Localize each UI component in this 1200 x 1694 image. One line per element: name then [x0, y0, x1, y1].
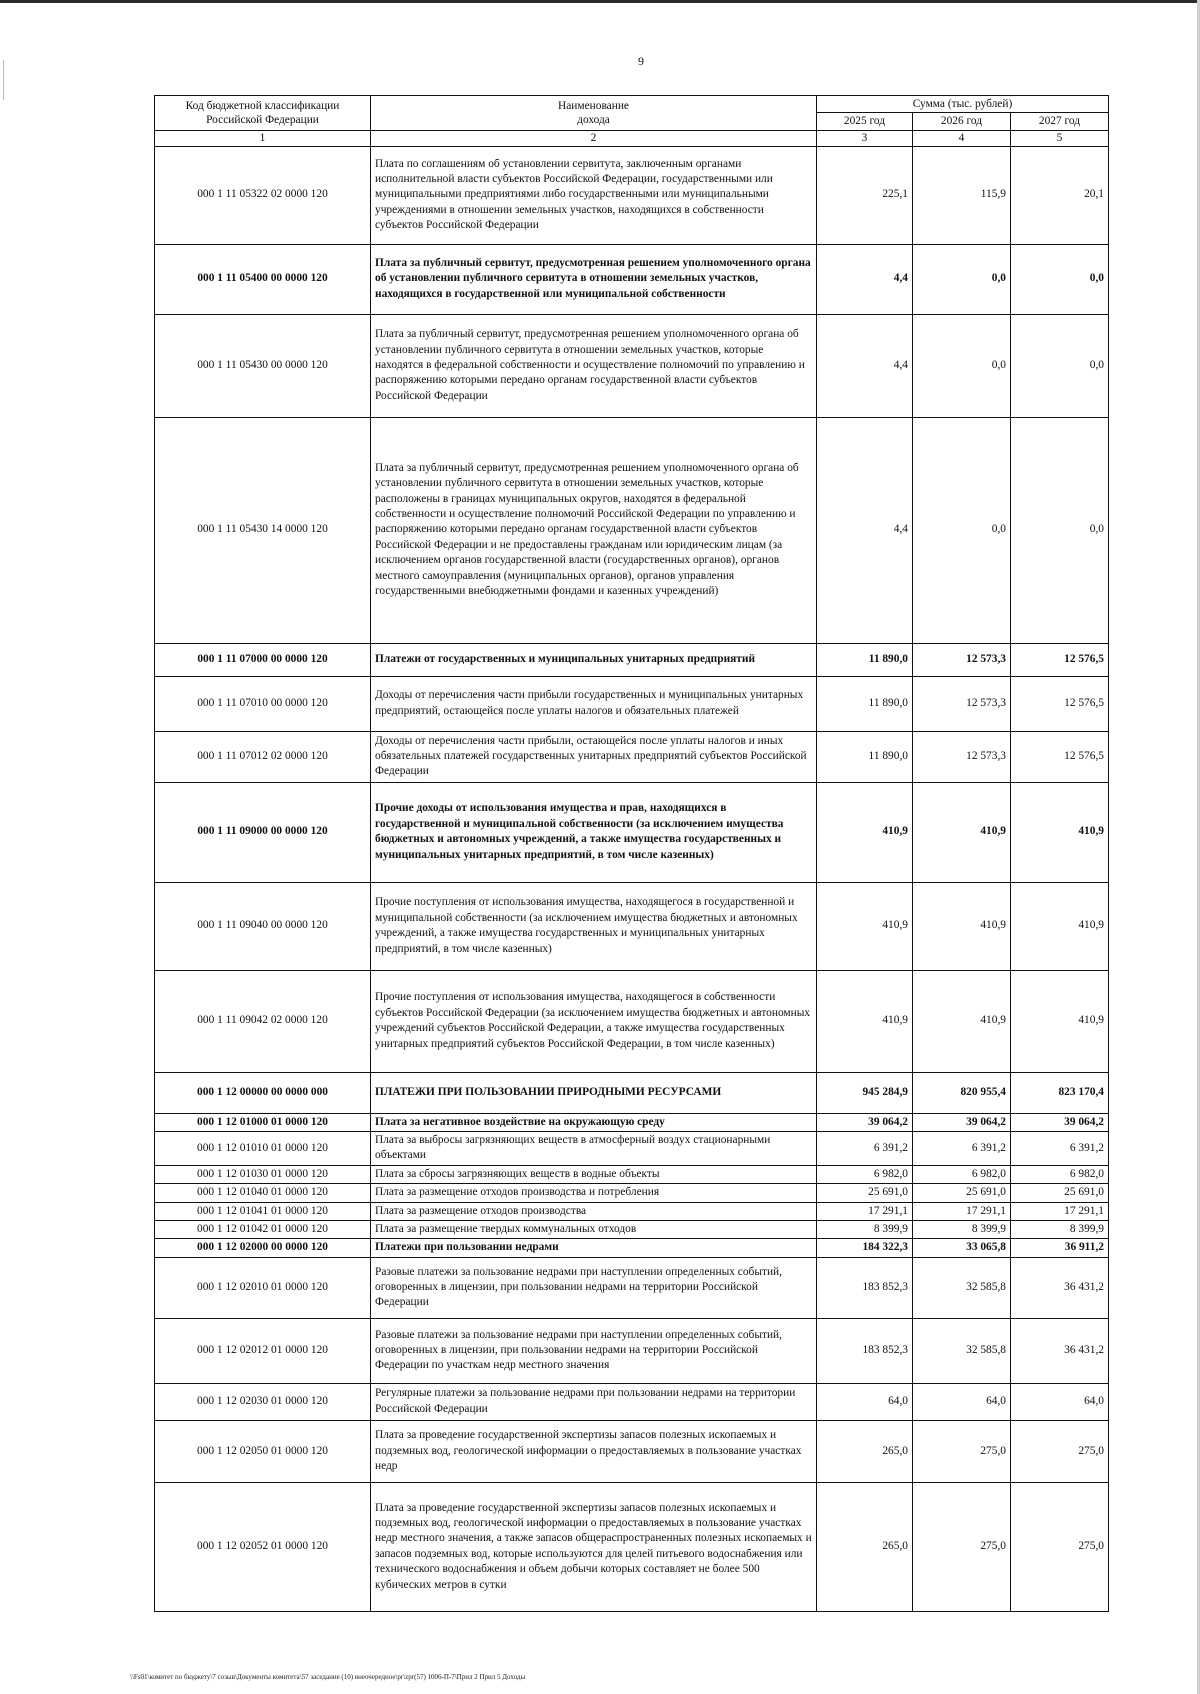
row-value-2025: 265,0	[817, 1482, 913, 1611]
row-name: Регулярные платежи за пользование недрами при пользовании недрами на территории Российской Федерации	[371, 1383, 817, 1420]
table-row	[155, 970, 1109, 1072]
column-number: 5	[1011, 130, 1109, 146]
row-code: 000 1 12 02010 01 0000 120	[155, 1257, 371, 1318]
row-name: Прочие поступления от использования имущества, находящегося в собственности субъектов Российской Федерации (за исключением имущества бюджетных и автономных учреждений субъектов Российской Федерации, а также имущества государственных унитарных предприятий субъектов Российской Федерации, в том числе казенных)	[371, 970, 817, 1072]
column-number: 2	[371, 130, 817, 146]
row-value-2026: 275,0	[913, 1420, 1011, 1482]
row-value-2025: 8 399,9	[817, 1220, 913, 1238]
row-value-2027: 0,0	[1011, 417, 1109, 643]
scan-edge-left	[3, 60, 4, 100]
row-value-2026: 32 585,8	[913, 1257, 1011, 1318]
row-code: 000 1 12 02030 01 0000 120	[155, 1383, 371, 1420]
row-value-2027: 410,9	[1011, 970, 1109, 1072]
row-value-2025: 4,4	[817, 314, 913, 417]
file-path-footer: \\Fs01\комитет по бюджету\7 созыв\Документы комитета\57 заседание (10) внеочередное\pr\zpr(57) 1006-П-7\Прил 2 Прил 5 Доходы	[130, 1673, 526, 1681]
row-code: 000 1 12 02052 01 0000 120	[155, 1482, 371, 1611]
row-name: Разовые платежи за пользование недрами при наступлении определенных событий, оговоренных в лицензии, при пользовании недрами на территории Российской Федерации	[371, 1257, 817, 1318]
row-name: Плата за проведение государственной экспертизы запасов полезных ископаемых и подземных вод, геологической информации о предоставляемых в пользование участках недр местного значения, а также запасов общераспространенных полезных ископаемых и запасов подземных вод, которые используются для целей питьевого водоснабжения или технического водоснабжения и объем добычи которых составляет не более 500 кубических метров в сутки	[371, 1482, 817, 1611]
row-value-2027: 39 064,2	[1011, 1113, 1109, 1131]
row-code: 000 1 11 05322 02 0000 120	[155, 146, 371, 244]
table-row	[155, 146, 1109, 244]
row-value-2027: 36 431,2	[1011, 1257, 1109, 1318]
row-name: Платежи при пользовании недрами	[371, 1239, 817, 1257]
row-value-2026: 410,9	[913, 882, 1011, 970]
row-value-2027: 410,9	[1011, 882, 1109, 970]
row-value-2026: 275,0	[913, 1482, 1011, 1611]
table-row	[155, 1318, 1109, 1383]
row-value-2027: 0,0	[1011, 314, 1109, 417]
row-value-2027: 410,9	[1011, 782, 1109, 882]
row-code: 000 1 12 02012 01 0000 120	[155, 1318, 371, 1383]
row-value-2025: 183 852,3	[817, 1318, 913, 1383]
row-value-2026: 410,9	[913, 970, 1011, 1072]
row-code: 000 1 12 01000 01 0000 120	[155, 1113, 371, 1131]
row-code: 000 1 11 09000 00 0000 120	[155, 782, 371, 882]
row-value-2025: 64,0	[817, 1383, 913, 1420]
table-row	[155, 643, 1109, 676]
table-row	[155, 1165, 1109, 1183]
row-name: Плата за размещение отходов производства	[371, 1202, 817, 1220]
row-code: 000 1 12 02050 01 0000 120	[155, 1420, 371, 1482]
row-name: ПЛАТЕЖИ ПРИ ПОЛЬЗОВАНИИ ПРИРОДНЫМИ РЕСУРСАМИ	[371, 1072, 817, 1113]
table-row	[155, 1184, 1109, 1202]
row-value-2027: 275,0	[1011, 1482, 1109, 1611]
column-number-row	[155, 130, 1109, 146]
table-row	[155, 882, 1109, 970]
row-value-2027: 36 431,2	[1011, 1318, 1109, 1383]
row-name: Разовые платежи за пользование недрами при наступлении определенных событий, оговоренных в лицензии, при пользовании недрами на территории Российской Федерации по участкам недр местного значения	[371, 1318, 817, 1383]
table-row	[155, 782, 1109, 882]
row-value-2025: 11 890,0	[817, 676, 913, 731]
row-value-2025: 25 691,0	[817, 1184, 913, 1202]
row-value-2026: 32 585,8	[913, 1318, 1011, 1383]
budget-revenue-table	[154, 95, 1109, 1612]
row-value-2026: 6 391,2	[913, 1132, 1011, 1166]
row-value-2025: 410,9	[817, 970, 913, 1072]
header-name	[371, 96, 817, 131]
row-name: Плата по соглашениям об установлении сервитута, заключенным органами исполнительной власти субъектов Российской Федерации, государственными или муниципальными предприятиями либо государственными или муниципальными учреждениями в отношении земельных участков, находящихся в собственности субъектов Российской Федерации	[371, 146, 817, 244]
row-value-2025: 265,0	[817, 1420, 913, 1482]
row-value-2026: 0,0	[913, 314, 1011, 417]
row-value-2025: 39 064,2	[817, 1113, 913, 1131]
row-value-2026: 33 065,8	[913, 1239, 1011, 1257]
header-year-2025: 2025 год	[817, 113, 913, 130]
row-code: 000 1 12 00000 00 0000 000	[155, 1072, 371, 1113]
row-name: Прочие поступления от использования имущества, находящегося в государственной и муниципальной собственности (за исключением имущества бюджетных и автономных учреждений, а также имущества государственных и муниципальных унитарных предприятий, в том числе казенных)	[371, 882, 817, 970]
row-value-2026: 25 691,0	[913, 1184, 1011, 1202]
row-value-2025: 183 852,3	[817, 1257, 913, 1318]
row-value-2026: 0,0	[913, 417, 1011, 643]
row-name: Плата за размещение твердых коммунальных отходов	[371, 1220, 817, 1238]
row-value-2026: 0,0	[913, 244, 1011, 314]
column-number: 4	[913, 130, 1011, 146]
page-number: 9	[638, 54, 644, 68]
row-value-2027: 275,0	[1011, 1420, 1109, 1482]
row-value-2025: 11 890,0	[817, 643, 913, 676]
row-value-2025: 4,4	[817, 417, 913, 643]
row-value-2027: 0,0	[1011, 244, 1109, 314]
row-value-2026: 12 573,3	[913, 643, 1011, 676]
header-year-2026: 2026 год	[913, 113, 1011, 130]
row-name: Плата за негативное воздействие на окружающую среду	[371, 1113, 817, 1131]
table-row	[155, 1239, 1109, 1257]
row-value-2027: 8 399,9	[1011, 1220, 1109, 1238]
column-number: 1	[155, 130, 371, 146]
table-row	[155, 314, 1109, 417]
row-name: Плата за проведение государственной экспертизы запасов полезных ископаемых и подземных вод, геологической информации о предоставляемых в пользование участках недр	[371, 1420, 817, 1482]
row-value-2025: 11 890,0	[817, 731, 913, 782]
table-row	[155, 1220, 1109, 1238]
table-row	[155, 1113, 1109, 1131]
row-value-2026: 39 064,2	[913, 1113, 1011, 1131]
header-code: Код бюджетной классификации Российской Федерации	[155, 96, 371, 131]
row-code: 000 1 11 05400 00 0000 120	[155, 244, 371, 314]
row-value-2025: 4,4	[817, 244, 913, 314]
header-year-2027: 2027 год	[1011, 113, 1109, 130]
row-code: 000 1 11 07010 00 0000 120	[155, 676, 371, 731]
row-value-2027: 20,1	[1011, 146, 1109, 244]
row-code: 000 1 12 01041 01 0000 120	[155, 1202, 371, 1220]
row-value-2026: 12 573,3	[913, 731, 1011, 782]
row-value-2026: 115,9	[913, 146, 1011, 244]
row-code: 000 1 12 01030 01 0000 120	[155, 1165, 371, 1183]
row-name: Доходы от перечисления части прибыли, остающейся после уплаты налогов и иных обязательных платежей государственных унитарных предприятий субъектов Российской Федерации	[371, 731, 817, 782]
row-value-2027: 12 576,5	[1011, 676, 1109, 731]
table-row	[155, 417, 1109, 643]
row-name: Плата за выбросы загрязняющих веществ в атмосферный воздух стационарными объектами	[371, 1132, 817, 1166]
row-code: 000 1 12 01040 01 0000 120	[155, 1184, 371, 1202]
row-name: Доходы от перечисления части прибыли государственных и муниципальных унитарных предприятий, остающейся после уплаты налогов и обязательных платежей	[371, 676, 817, 731]
row-value-2026: 820 955,4	[913, 1072, 1011, 1113]
row-value-2026: 410,9	[913, 782, 1011, 882]
row-name: Прочие доходы от использования имущества и прав, находящихся в государственной и муниципальной собственности (за исключением имущества бюджетных и автономных учреждений, а также имущества государственных и муниципальных унитарных предприятий, в том числе казенных)	[371, 782, 817, 882]
table-row	[155, 1420, 1109, 1482]
row-value-2025: 184 322,3	[817, 1239, 913, 1257]
row-value-2025: 17 291,1	[817, 1202, 913, 1220]
table-row	[155, 244, 1109, 314]
table-row	[155, 1257, 1109, 1318]
row-code: 000 1 11 07000 00 0000 120	[155, 643, 371, 676]
row-value-2027: 25 691,0	[1011, 1184, 1109, 1202]
column-number: 3	[817, 130, 913, 146]
table-row	[155, 1202, 1109, 1220]
row-value-2026: 8 399,9	[913, 1220, 1011, 1238]
row-value-2026: 6 982,0	[913, 1165, 1011, 1183]
table-row	[155, 676, 1109, 731]
row-value-2026: 12 573,3	[913, 676, 1011, 731]
row-value-2026: 64,0	[913, 1383, 1011, 1420]
row-name: Плата за размещение отходов производства и потребления	[371, 1184, 817, 1202]
row-code: 000 1 11 07012 02 0000 120	[155, 731, 371, 782]
header-row-1	[155, 96, 1109, 113]
header-name-line2: дохода	[577, 113, 610, 126]
row-name: Плата за публичный сервитут, предусмотренная решением уполномоченного органа об установлении публичного сервитута в отношении земельных участков, которые расположены в границах муниципальных округов, находятся в федеральной собственности и осуществление полномочий Российской Федерации по управлению и распоряжению которыми передано органам государственной власти субъектов Российской Федерации и не предоставлены гражданам или юридическим лицам (за исключением органов государственной власти (государственных органов), органов местного самоуправления (муниципальных органов), органов управления государственными внебюджетными фондами и казенных учреждений)	[371, 417, 817, 643]
header-sum: Сумма (тыс. рублей)	[817, 96, 1109, 113]
row-code: 000 1 11 05430 14 0000 120	[155, 417, 371, 643]
row-value-2027: 823 170,4	[1011, 1072, 1109, 1113]
table-row	[155, 1383, 1109, 1420]
row-value-2025: 410,9	[817, 882, 913, 970]
scan-edge-top	[0, 0, 1200, 3]
table-row	[155, 1482, 1109, 1611]
row-value-2027: 12 576,5	[1011, 643, 1109, 676]
row-value-2026: 17 291,1	[913, 1202, 1011, 1220]
row-code: 000 1 12 02000 00 0000 120	[155, 1239, 371, 1257]
row-value-2027: 6 391,2	[1011, 1132, 1109, 1166]
row-value-2027: 36 911,2	[1011, 1239, 1109, 1257]
row-value-2027: 64,0	[1011, 1383, 1109, 1420]
row-value-2027: 17 291,1	[1011, 1202, 1109, 1220]
row-code: 000 1 11 05430 00 0000 120	[155, 314, 371, 417]
row-code: 000 1 12 01042 01 0000 120	[155, 1220, 371, 1238]
row-value-2025: 6 982,0	[817, 1165, 913, 1183]
row-name: Плата за публичный сервитут, предусмотренная решением уполномоченного органа об установлении публичного сервитута в отношении земельных участков, находящихся в государственной или муниципальной собственности	[371, 244, 817, 314]
row-code: 000 1 11 09042 02 0000 120	[155, 970, 371, 1072]
row-value-2025: 225,1	[817, 146, 913, 244]
row-value-2027: 6 982,0	[1011, 1165, 1109, 1183]
row-value-2027: 12 576,5	[1011, 731, 1109, 782]
table-row	[155, 1072, 1109, 1113]
table-row	[155, 731, 1109, 782]
row-value-2025: 410,9	[817, 782, 913, 882]
row-code: 000 1 12 01010 01 0000 120	[155, 1132, 371, 1166]
row-value-2025: 6 391,2	[817, 1132, 913, 1166]
row-name: Плата за публичный сервитут, предусмотренная решением уполномоченного органа об установлении публичного сервитута в отношении земельных участков, которые находятся в федеральной собственности и осуществление полномочий по управлению и распоряжению которыми передано органам государственной власти субъектов Российской Федерации	[371, 314, 817, 417]
row-code: 000 1 11 09040 00 0000 120	[155, 882, 371, 970]
row-value-2025: 945 284,9	[817, 1072, 913, 1113]
header-name-line1: Наименование	[558, 99, 629, 112]
row-name: Платежи от государственных и муниципальных унитарных предприятий	[371, 643, 817, 676]
table-row	[155, 1132, 1109, 1166]
row-name: Плата за сбросы загрязняющих веществ в водные объекты	[371, 1165, 817, 1183]
